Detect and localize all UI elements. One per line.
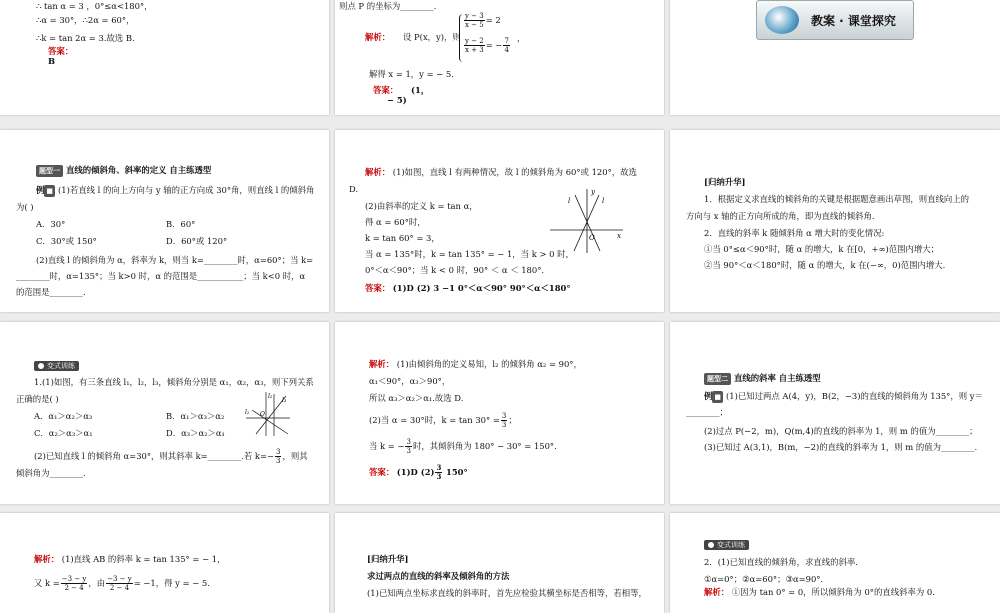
type-badge: 题型一: [36, 165, 63, 177]
text-line: ________时，α=135°；当 k>0 时，α 的范围是___________；当 k<0 时，α: [16, 271, 306, 281]
text-line: (1)已知两点坐标求直线的斜率时，首先应检验其横坐标是否相等，若相等，: [367, 588, 647, 598]
answer-value: − 5): [387, 95, 407, 105]
text-line: 正确的是( ): [16, 394, 59, 404]
text-line: 倾斜角为________.: [16, 468, 86, 478]
equation-1: $\frac{y - 3}{x - 5}$ = 2: [465, 12, 501, 29]
slide-9: [670, 322, 1000, 504]
summary-heading: [归纳升华]: [367, 554, 409, 564]
text-line: 的范围是________.: [16, 287, 86, 297]
line-label: l₁: [245, 409, 250, 416]
answer-label: 答案：: [48, 46, 74, 56]
line-60: [574, 195, 599, 251]
text-line: 则点 P 的坐标为________.: [339, 1, 437, 11]
slide-7: [0, 322, 329, 504]
line-label: l₃: [282, 397, 287, 404]
answer-label: 答案：: [373, 85, 399, 95]
option-a: A．30°: [36, 219, 66, 229]
answer-line: 答案： (1)D (2) $\frac{3}{3}$ 150°: [369, 463, 468, 481]
section-heading: 题型二 直线的斜率 自主练透型: [704, 372, 821, 385]
practice-tag: 变式训练: [34, 360, 79, 372]
text-line: 1.(1)如图，有三条直线 l₁，l₂，l₃，倾斜角分别是 α₁，α₂，α₃，则下列关系: [34, 377, 314, 387]
option-c: C．α₂＞α₃＞α₁: [34, 428, 93, 438]
text-line: ∴α = 30°，∴2α = 60°，: [36, 15, 135, 25]
line-l1: [252, 410, 288, 434]
lines-figure: [244, 390, 292, 438]
line-120: [575, 195, 600, 251]
text-line: (3)已知过 A(3,1)，B(m，−2)的直线的斜率为 1，则 m 的值为________.: [704, 442, 978, 452]
text-line: 设 P(x，y)，则: [403, 32, 461, 42]
answer-line: 答案： (1)D (2) 3 −1 0°＜α＜90° 90°＜α＜180°: [365, 283, 571, 293]
text-line: α₁＜90°，α₃＞90°，: [369, 376, 451, 386]
text-line: ①α=0°；②α=60°；③α=90°.: [704, 574, 824, 584]
slide-10: [0, 513, 329, 613]
logo-icon: [765, 6, 799, 34]
slide-11: [335, 513, 664, 613]
answer-value: B: [48, 56, 56, 66]
type-badge: 题型二: [704, 373, 731, 385]
analysis-label: 解析：: [365, 32, 391, 42]
slide-5: [335, 130, 664, 312]
text-line: ∴ tan α = 3 ，0°≤α<180°，: [36, 1, 153, 11]
text-line: 方向与 x 轴的正方向所成的角，即为直线的倾斜角.: [686, 211, 875, 221]
text-line: 解得 x = 1，y = − 5.: [369, 69, 454, 79]
option-d: D．60°或 120°: [166, 236, 228, 246]
slide-2: [335, 0, 664, 115]
text-line: k = tan 60° = 3，: [365, 233, 440, 243]
tag-dot-icon: [708, 542, 714, 548]
text-line: 1．根据定义求直线的倾斜角的关键是根据题意画出草图，则直线向上的: [704, 194, 969, 204]
slide-8: [335, 322, 664, 504]
summary-title: 求过两点的直线的斜率及倾斜角的方法: [367, 571, 510, 581]
text-line: (2)过点 P(−2，m)，Q(m,4)的直线的斜率为 1，则 m 的值为________；: [704, 426, 978, 436]
text-line: (2)已知直线 l 的倾斜角 α=30°，则其斜率 k=________.若 k=− $\frac{3}{3}$ ，则其: [34, 448, 308, 465]
equation-2: $\frac{y - 2}{x + 3}$ = − $\frac{7}{4}$: [465, 37, 509, 54]
slide-3: [670, 0, 1000, 115]
text-line: 2．(1)已知直线的倾斜角，求直线的斜率.: [704, 557, 858, 567]
line-label: l: [568, 197, 571, 205]
text-line: 当 k = − $\frac{3}{3}$ 时，其倾斜角为 180° − 30° = 150°.: [369, 438, 557, 455]
text-line: (2)由斜率的定义 k = tan α，: [365, 201, 478, 211]
slide-4: [0, 130, 329, 312]
text-line: 解析： ①因为 tan 0° = 0，所以倾斜角为 0°的直线斜率为 0.: [704, 587, 935, 597]
text-line: (2)直线 l 的倾斜角为 α，斜率为 k，则当 k=________时，α=60°；当 k=: [36, 255, 314, 265]
text-line: ________；: [686, 407, 728, 417]
y-label: y: [591, 188, 595, 196]
line-label: l₂: [268, 393, 273, 400]
section-banner: [756, 0, 914, 40]
slide-1: [0, 0, 329, 115]
section-heading: 题型一 直线的倾斜角、斜率的定义 自主练透型: [36, 164, 211, 177]
text-line: D.: [349, 184, 359, 194]
practice-tag: 变式训练: [704, 539, 749, 551]
text-line: (2)当 α = 30°时，k = tan 30° = $\frac{3}{3}$ ；: [369, 412, 517, 429]
example-icon: ■: [46, 187, 53, 195]
origin-label: O: [260, 411, 265, 418]
origin-label: O: [589, 234, 595, 242]
axes-figure: [545, 185, 627, 255]
text-line: 所以 α₃＞α₂＞α₁.故选 D.: [369, 393, 464, 403]
text-line: 为( ): [16, 202, 34, 212]
example-line: 例 ■ (1)已知过两点 A(4，y)，B(2，−3)的直线的倾斜角为 135°，则 y＝: [704, 391, 983, 401]
text-line: ②当 90°＜α＜180°时，随 α 的增大，k 在(−∞，0)范围内增大.: [704, 260, 946, 270]
option-d: D．α₃＞α₂＞α₁: [166, 428, 225, 438]
text-line: ，: [517, 33, 526, 43]
answer-value: (1，: [411, 85, 430, 95]
x-label: x: [617, 232, 621, 240]
line-label: l: [602, 197, 605, 205]
example-icon: ■: [714, 393, 721, 401]
option-a: A．α₁＞α₂＞α₃: [34, 411, 93, 421]
text-line: ①当 0°≤α＜90°时，随 α 的增大，k 在[0，+∞)范围内增大；: [704, 244, 940, 254]
text-line: 得 α = 60°时，: [365, 217, 426, 227]
tag-dot-icon: [38, 363, 44, 369]
text-line: 2．直线的斜率 k 随倾斜角 α 增大时的变化情况:: [704, 228, 885, 238]
option-b: B．α₁＞α₃＞α₂: [166, 411, 225, 421]
text-line: 解析： (1)由倾斜角的定义易知，l₂ 的倾斜角 α₂ = 90°，: [369, 359, 582, 369]
banner-title: 教案 · 课堂探究: [811, 13, 896, 28]
summary-heading: [归纳升华]: [704, 177, 746, 187]
example-line: 例 ■ (1)若直线 l 的向上方向与 y 轴的正方向成 30°角，则直线 l 的倾斜角: [36, 185, 315, 195]
text-line: 0°＜α＜90°；当 k < 0 时，90° ＜ α ＜ 180°.: [365, 265, 545, 275]
option-b: B．60°: [166, 219, 196, 229]
text-line: 又 k = $\frac{-3 - y}{2 - 4}$ ，由 $\frac{-3 - y}{2 - 4}$ = −1，得 y = − 5.: [34, 575, 210, 592]
text-line: 解析： (1)如图，直线 l 有两种情况，故 l 的倾斜角为 60°或 120°，故选: [365, 167, 637, 177]
option-c: C．30°或 150°: [36, 236, 97, 246]
text-line: 解析： (1)直线 AB 的斜率 k = tan 135° = − 1，: [34, 554, 226, 564]
text-line: 当 α = 135°时，k = tan 135° = − 1，当 k > 0 时，: [365, 249, 574, 259]
text-line: ∴k = tan 2α = 3.故选 B.: [36, 33, 135, 43]
slide-12: [670, 513, 1000, 613]
slide-6: [670, 130, 1000, 312]
